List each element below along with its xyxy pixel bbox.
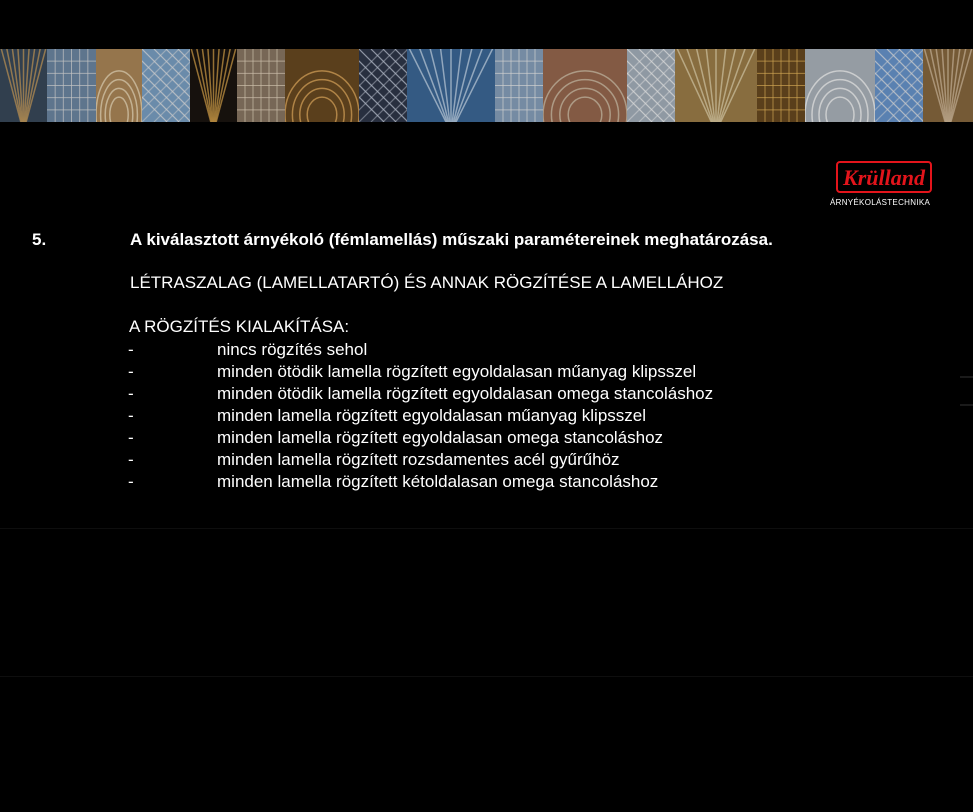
lit-hallway-photo [237, 49, 285, 122]
glass-roof-photo [96, 49, 142, 122]
fixing-options-list [128, 339, 713, 493]
section-number: 5. [32, 230, 47, 249]
radial-dome-photo [359, 49, 407, 122]
edge-mark [960, 376, 973, 378]
list-item-text: minden lamella rögzített egyoldalasan omega stancoláshoz [217, 428, 664, 447]
white-palace-photo [875, 49, 923, 122]
edge-mark [960, 404, 973, 406]
list-heading: A RÖGZÍTÉS KIALAKÍTÁSA: [129, 317, 350, 336]
subsection-title: LÉTRASZALAG (LAMELLATARTÓ) ÉS ANNAK RÖGZÍTÉSE A LAMELLÁHOZ [130, 273, 724, 292]
logo-wordmark [836, 160, 932, 194]
divider-line [0, 676, 973, 677]
list-item [128, 449, 713, 471]
arch-gate-photo [47, 49, 96, 122]
list-dash: - [128, 340, 134, 359]
list-item [128, 339, 713, 361]
wood-dome-photo [757, 49, 805, 122]
skylight-dome-photo [0, 49, 47, 122]
list-item [128, 361, 713, 383]
list-item-text: minden lamella rögzített egyoldalasan műanyag klipsszel [217, 406, 647, 425]
list-item-text: minden ötödik lamella rögzített egyoldalasan műanyag klipsszel [217, 362, 697, 381]
section-title: A kiválasztott árnyékoló (fémlamellás) műszaki paramétereinek meghatározása. [130, 230, 773, 249]
photo-banner [0, 49, 973, 122]
list-dash: - [128, 362, 134, 381]
glass-pyramid-photo [142, 49, 190, 122]
list-dash: - [128, 384, 134, 403]
logo-subtitle: ÁRNYÉKOLÁSTECHNIKA [830, 198, 931, 207]
wood-skylight-photo [923, 49, 973, 122]
list-dash: - [128, 450, 134, 469]
list-item [128, 427, 713, 449]
steel-canopy-photo [495, 49, 543, 122]
list-item-text: minden lamella rögzített kétoldalasan omega stancoláshoz [217, 472, 659, 491]
krulland-logo [828, 160, 943, 210]
list-dash: - [128, 428, 134, 447]
timber-roof-photo [675, 49, 757, 122]
list-dash: - [128, 406, 134, 425]
night-arcade-photo [190, 49, 237, 122]
list-item [128, 405, 713, 427]
list-dash: - [128, 472, 134, 491]
grid-skylight-photo [407, 49, 495, 122]
divider-line [0, 528, 973, 529]
steel-rotunda-photo [805, 49, 875, 122]
list-item-text: minden lamella rögzített rozsdamentes acél gyűrűhöz [217, 450, 620, 469]
sail-structure-photo [627, 49, 675, 122]
svg-text:Krülland: Krülland [843, 165, 925, 190]
list-item [128, 471, 713, 493]
stone-building-photo [543, 49, 627, 122]
list-item [128, 383, 713, 405]
list-item-text: nincs rögzítés sehol [217, 340, 368, 359]
list-item-text: minden ötödik lamella rögzített egyoldalasan omega stancoláshoz [217, 384, 714, 403]
golden-dome-photo [285, 49, 359, 122]
